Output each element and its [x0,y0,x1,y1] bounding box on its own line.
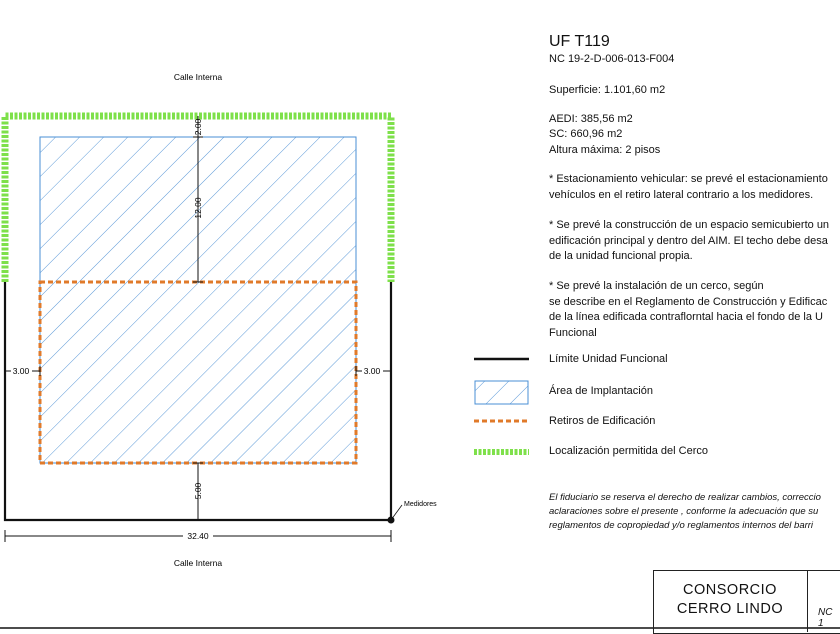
dim-depth: 12.00 [193,197,203,219]
unit-title: UF T119 [549,33,610,50]
note-fence: * Se prevé la instalación de un cerco, según se describe en el Reglamento de Construcción y Edificac de la línea edificada contraflorntal hacia el fondo de la U Funcional [549,280,828,339]
legend-icon-hatch [475,381,528,404]
dim-side-right: 3.00 [363,366,381,376]
medidores-label: Medidores [404,501,437,508]
title-block-divider [807,570,808,632]
legend-label-setback: Retiros de Edificación [549,415,656,427]
dim-side-left: 3.00 [12,366,30,376]
altura-maxima: Altura máxima: 2 pisos [549,144,661,156]
note-semicovered: * Se prevé la construcción de un espacio semicubierto un edificación principal y dentro del AIM. El techo debe desa de la unidad funcional propia. [549,219,830,262]
street-top-label: Calle Interna [173,72,223,82]
dim-rear-setback: 5.00 [193,482,203,500]
nc-code: NC 19-2-D-006-013-F004 [549,53,675,65]
legend-label-boundary: Límite Unidad Funcional [549,353,668,365]
dim-width: 32.40 [187,531,209,541]
title-block-line1: CONSORCIO [683,582,777,598]
street-bottom-label: Calle Interna [173,558,223,568]
disclaimer: El fiduciario se reserva el derecho de realizar cambios, correccio aclaraciones sobre el presente , conforme la adecuación que su reglamentos de copropiedad y/o reglamentos internos del barri [549,492,821,531]
superficie: Superficie: 1.101,60 m2 [549,84,666,96]
title-block-code: NC 1 [818,607,833,629]
sc: SC: 660,96 m2 [549,128,623,140]
dim-front-setback: 2.00 [193,118,203,136]
legend-label-fence: Localización permitida del Cerco [549,445,708,457]
note-parking: * Estacionamiento vehicular: se prevé el estacionamiento vehículos en el retiro lateral contrario a los medidores. [549,173,828,201]
title-block-line2: CERRO LINDO [676,601,784,617]
aedi: AEDI: 385,56 m2 [549,113,633,125]
legend-label-implantation: Área de Implantación [549,385,653,397]
